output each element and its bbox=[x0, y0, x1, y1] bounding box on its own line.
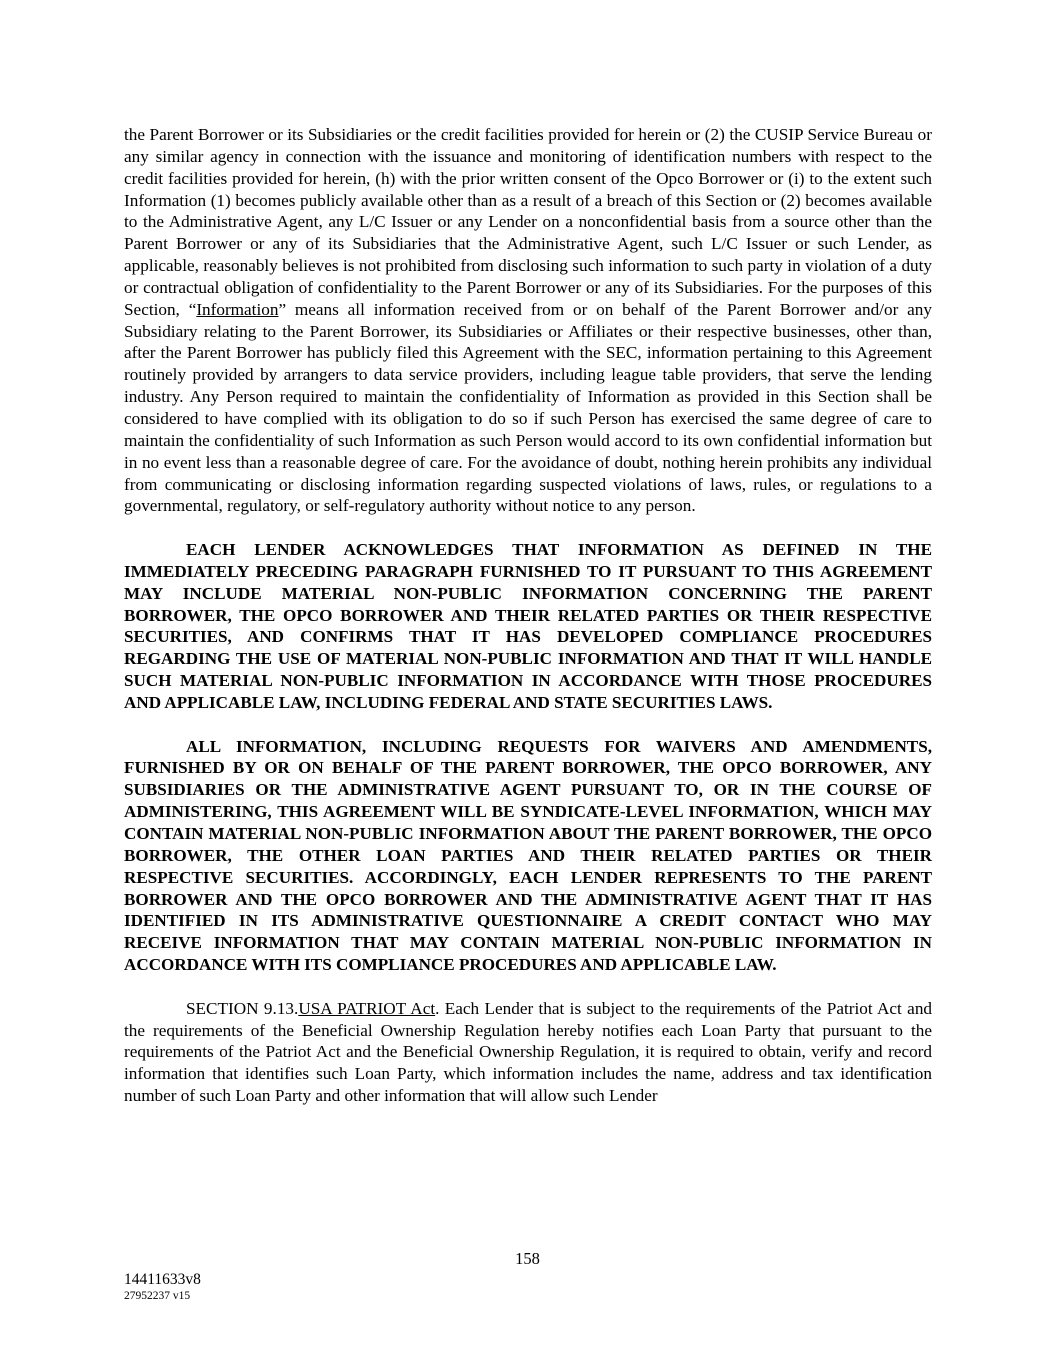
defined-term-information: Information bbox=[196, 299, 279, 319]
section-text: . Each Lender that is subject to the requirements of the Patriot Act and the requirements of the Beneficial Ownership Regulation hereby notifies each Loan Party that pursuant to the requirements of the Patriot Act and the Beneficial Ownership Regulation, it is required to obtain, verify and record information that identifies such Loan Party, which information includes the name, address and tax identification number of such Loan Party and other information that will allow such Lender bbox=[124, 998, 932, 1106]
section-number: SECTION 9.13. bbox=[186, 998, 299, 1018]
paragraph-lender-acknowledgement: EACH LENDER ACKNOWLEDGES THAT INFORMATION AS DEFINED IN THE IMMEDIATELY PRECEDING PARAGRAPH FURNISHED TO IT PURSUANT TO THIS AGREEMENT MAY INCLUDE MATERIAL NON-PUBLIC INFORMATION CONCERNING THE PARENT BORROWER, THE OPCO BORROWER AND THEIR RELATED PARTIES OR THEIR RESPECTIVE SECURITIES, AND CONFIRMS THAT IT HAS DEVELOPED COMPLIANCE PROCEDURES REGARDING THE USE OF MATERIAL NON-PUBLIC INFORMATION AND THAT IT WILL HANDLE SUCH MATERIAL NON-PUBLIC INFORMATION IN ACCORDANCE WITH THOSE PROCEDURES AND APPLICABLE LAW, INCLUDING FEDERAL AND STATE SECURITIES LAWS. bbox=[124, 540, 932, 712]
document-body bbox=[124, 124, 932, 1107]
page-number: 158 bbox=[515, 1249, 540, 1268]
paragraph-information-definition bbox=[124, 124, 932, 517]
paragraph-syndicate-information: ALL INFORMATION, INCLUDING REQUESTS FOR WAIVERS AND AMENDMENTS, FURNISHED BY OR ON BEHALF OF THE PARENT BORROWER, THE OPCO BORROWER, ANY SUBSIDIARIES OR THE ADMINISTRATIVE AGENT PURSUANT TO, OR IN THE COURSE OF ADMINISTERING, THIS AGREEMENT WILL BE SYNDICATE-LEVEL INFORMATION, WHICH MAY CONTAIN MATERIAL NON-PUBLIC INFORMATION ABOUT THE PARENT BORROWER, THE OPCO BORROWER, THE OTHER LOAN PARTIES AND THEIR RELATED PARTIES OR THEIR RESPECTIVE SECURITIES. ACCORDINGLY, EACH LENDER REPRESENTS TO THE PARENT BORROWER AND THE OPCO BORROWER AND THE ADMINISTRATIVE AGENT THAT IT HAS IDENTIFIED IN ITS ADMINISTRATIVE QUESTIONNAIRE A CREDIT CONTACT WHO MAY RECEIVE INFORMATION THAT MAY CONTAIN MATERIAL NON-PUBLIC INFORMATION IN ACCORDANCE WITH ITS COMPLIANCE PROCEDURES AND APPLICABLE LAW. bbox=[124, 736, 932, 975]
section-9-13-paragraph bbox=[124, 998, 932, 1107]
paragraph-text: ” means all information received from or on behalf of the Parent Borrower and/or any Subsidiary relating to the Parent Borrower, its Subsidiaries or Affiliates or their respective businesses, other than, after the Parent Borrower has publicly filed this Agreement with the SEC, information pertaining to this Agreement routinely provided by arrangers to data service providers, including league table providers, that serve the lending industry. Any Person required to maintain the confidentiality of Information as provided in this Section shall be considered to have complied with its obligation to do so if such Person has exercised the same degree of care to maintain the confidentiality of such Information as such Person would accord to its own confidential information but in no event less than a reasonable degree of care. For the avoidance of doubt, nothing herein prohibits any individual from communicating or disclosing information regarding suspected violations of laws, rules, or regulations to a governmental, regulatory, or self-regulatory authority without notice to any person. bbox=[124, 299, 932, 516]
document-id-primary: 14411633v8 bbox=[124, 1271, 201, 1288]
section-title: USA PATRIOT Act bbox=[298, 998, 436, 1018]
paragraph-text: the Parent Borrower or its Subsidiaries or the credit facilities provided for herein or (2) the CUSIP Service Bureau or any similar agency in connection with the issuance and monitoring of identification numbers with respect to the credit facilities provided for herein, (h) with the prior written consent of the Opco Borrower or (i) to the extent such Information (1) becomes publicly available other than as a result of a breach of this Section or (2) becomes available to the Administrative Agent, any L/C Issuer or any Lender on a nonconfidential basis from a source other than the Parent Borrower or any of its Subsidiaries that the Administrative Agent, such L/C Issuer or such Lender, as applicable, reasonably believes is not prohibited from disclosing such information to such party in violation of a duty or contractual obligation of confidentiality to the Parent Borrower or any of its Subsidiaries. For the purposes of this Section, “ bbox=[124, 125, 932, 319]
document-id-secondary: 27952237 v15 bbox=[124, 1290, 191, 1302]
